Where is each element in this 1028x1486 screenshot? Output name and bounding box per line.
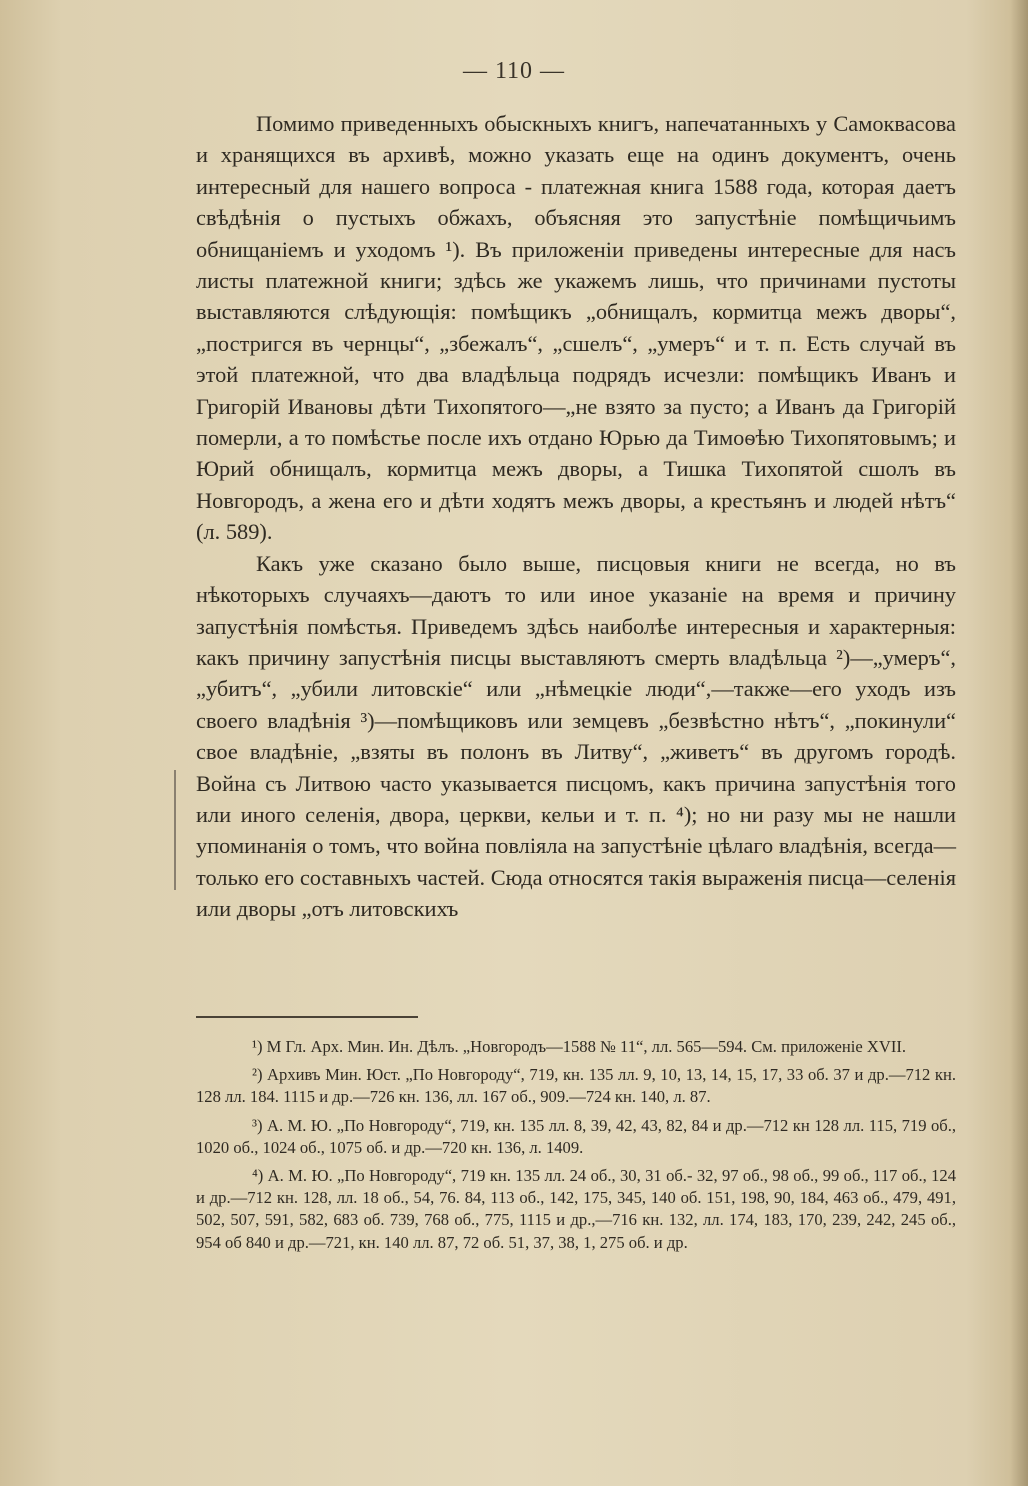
main-text xyxy=(196,108,956,925)
page-number: — 110 — xyxy=(462,58,566,84)
footnote-1: ¹) М Гл. Арх. Мин. Ин. Дѣлъ. „Новгородъ—1588 № 11“, лл. 565—594. См. приложеніе XVII. xyxy=(252,1037,907,1056)
page-edge-shadow xyxy=(1010,0,1028,1486)
margin-pencil-line xyxy=(174,770,176,890)
footnote-separator xyxy=(196,1016,418,1018)
footnote-4: ⁴) А. М. Ю. „По Новгороду“, 719 кн. 135 лл. 24 об., 30, 31 об.- 32, 97 об., 98 об., 99 об., 117 об., 124 и др.—712 кн. 128, лл. 18 об., 54, 76. 84, 113 об., 142, 175, 345, 140 об. 151, 198, 90, 184, 463 об., 479, 491, 502, 507, 591, 582, 683 об. 739, 768 об., 775, 1115 и др.,—716 кн. 132, лл. 174, 183, 170, 239, 242, 245 об., 954 об 840 и др.—721, кн. 140 лл. 87, 72 об. 51, 37, 38, 1, 275 об. и др. xyxy=(196,1166,956,1252)
footnotes xyxy=(196,1036,956,1260)
footnote-2: ²) Архивъ Мин. Юст. „По Новгороду“, 719, кн. 135 лл. 9, 10, 13, 14, 15, 17, 33 об. 37 и др.—712 кн. 128 лл. 184. 1115 и др.—726 кн. 136, лл. 167 об., 909.—724 кн. 140, л. 87. xyxy=(196,1065,956,1107)
paragraph-1: Помимо приведенныхъ обыскныхъ книгъ, напечатанныхъ у Самоквасова и хранящихся въ архивѣ, можно указать еще на одинъ документъ, очень интересный для нашего вопроса - платежная книга 1588 года, которая даетъ свѣдѣнія о пустыхъ обжахъ, объясняя это запустѣніе помѣщичьимъ обнищаніемъ и уходомъ ¹). Въ приложеніи приведены интересные для насъ листы платежной книги; здѣсь же укажемъ лишь, что причинами пустоты выставляются слѣдующія: помѣщикъ „обнищалъ, кормитца межъ дворы“, „постригся въ чернцы“, „збежалъ“, „сшелъ“, „умеръ“ и т. п. Есть случай въ этой платежной, что два владѣльца подрядъ исчезли: помѣщикъ Иванъ и Григорій Ивановы дѣти Тихопятого—„не взято за пусто; а Иванъ да Григорій померли, а то помѣстье после ихъ отдано Юрью да Тимоѳѣю Тихопятовымъ; и Юрий обнищалъ, кормитца межъ дворы, а Тишка Тихопятой сшолъ въ Новгородъ, а жена его и дѣти ходятъ межъ дворы, а крестьянъ и людей нѣтъ“ (л. 589). xyxy=(196,111,956,545)
footnote-3: ³) А. М. Ю. „По Новгороду“, 719, кн. 135 лл. 8, 39, 42, 43, 82, 84 и др.—712 кн 128 лл. 115, 719 об., 1020 об., 1024 об., 1075 об. и др.—720 кн. 136, л. 1409. xyxy=(196,1115,956,1157)
paragraph-2: Какъ уже сказано было выше, писцовыя книги не всегда, но въ нѣкоторыхъ случаяхъ—даютъ то или иное указаніе на время и причину запустѣнія помѣстья. Приведемъ здѣсь наиболѣе интересныя и характерныя: какъ причину запустѣнія писцы выставляютъ смерть владѣльца ²)—„умеръ“, „убитъ“, „убили литовскіе“ или „нѣмецкіе люди“,—также—его уходъ изъ своего владѣнія ³)—помѣщиковъ или земцевъ „безвѣстно нѣтъ“, „покинули“ свое владѣніе, „взяты въ полонъ въ Литву“, „живетъ“ въ другомъ городѣ. Война съ Литвою часто указывается писцомъ, какъ причина запустѣнія того или иного селенія, двора, церкви, кельи и т. п. ⁴); но ни разу мы не нашли упоминанія о томъ, что война повліяла на запустѣніе цѣлаго владѣнія, всегда—только его составныхъ частей. Сюда относятся такія выраженія писца—селенія или дворы „отъ литовскихъ xyxy=(196,550,956,922)
